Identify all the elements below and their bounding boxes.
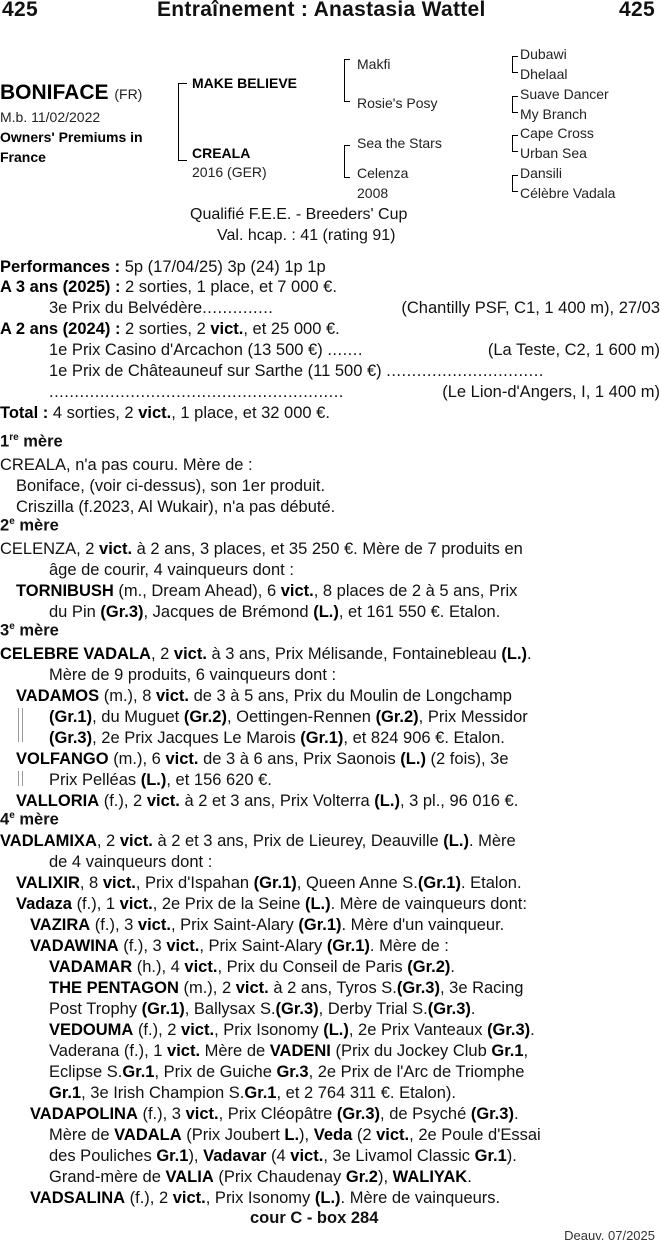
g3-3: Suave Dancer <box>520 86 609 102</box>
m3-line-4: (Gr.1), du Muguet (Gr.2), Oettingen-Rennen (Gr.2), Prix Messidor <box>49 708 528 726</box>
section-heading-1: 1re mère <box>0 432 63 451</box>
age2-race-2-dots: .......................................................... <box>49 383 344 401</box>
g3-2: Dhelaal <box>520 66 568 82</box>
m3-line-7: Prix Pelléas (L.), et 156 620 €. <box>49 771 272 789</box>
sale-reference: Deauv. 07/2025 <box>564 1228 655 1243</box>
m2-line-1: CELENZA, 2 vict. à 2 ans, 3 places, et 35 250 €. Mère de 7 produits en <box>0 540 523 558</box>
m1-line-3: Criszilla (f.2023, Al Wukair), n'a pas débuté. <box>16 498 336 516</box>
qualif-line-1: Qualifié F.E.E. - Breeders' Cup <box>190 206 408 223</box>
premium-line-2: France <box>0 149 46 165</box>
m3-line-1: CELEBRE VADALA, 2 vict. à 3 ans, Prix Mélisande, Fontainebleau (L.). <box>0 645 532 663</box>
m4-line-13: Gr.1, 3e Irish Champion S.Gr.1, et 2 764 311 €. Etalon). <box>49 1084 456 1102</box>
performances-line: Performances : 5p (17/04/25) 3p (24) 1p 1p <box>0 258 326 276</box>
box-location: cour C - box 284 <box>250 1209 379 1227</box>
g3-4: My Branch <box>520 106 587 122</box>
g3-1: Dubawi <box>520 46 567 62</box>
premium-line-1: Owners' Premiums in <box>0 129 143 145</box>
m4-line-1: VADLAMIXA, 2 vict. à 2 et 3 ans, Prix de Lieurey, Deauville (L.). Mère <box>0 832 516 850</box>
dam-sire: Sea the Stars <box>357 135 442 151</box>
m3-line-6: VOLFANGO (m.), 6 vict. de 3 à 6 ans, Prix Saonois (L.) (2 fois), 3e <box>16 750 509 768</box>
m4-line-17: Grand-mère de VALIA (Prix Chaudenay Gr.2), WALIYAK. <box>49 1168 472 1186</box>
section-heading-4: 4e mère <box>0 810 59 829</box>
lot-number-left: 425 <box>2 0 38 21</box>
horse-origin: (FR) <box>114 86 143 102</box>
m3-line-5: (Gr.3), 2e Prix Jacques Le Marois (Gr.1), et 824 906 €. Etalon. <box>49 729 505 747</box>
total-line: Total : 4 sorties, 2 vict., 1 place, et 32 000 €. <box>0 404 330 422</box>
m4-line-12: Eclipse S.Gr.1, Prix de Guiche Gr.3, 2e Prix de l'Arc de Triomphe <box>49 1063 525 1081</box>
g3-6: Urban Sea <box>520 145 587 161</box>
dam-name: CREALA <box>192 145 251 161</box>
age3-race: 3e Prix du Belvédère.............. <box>49 299 274 317</box>
section-heading-3: 3e mère <box>0 621 59 640</box>
age2-race-2: 1e Prix de Châteauneuf sur Sarthe (11 500 €) ............................... <box>49 362 544 380</box>
m4-line-3: VALIXIR, 8 vict., Prix d'Ispahan (Gr.1), Queen Anne S.(Gr.1). Etalon. <box>16 874 522 892</box>
sire-name: MAKE BELIEVE <box>192 75 298 91</box>
m4-line-2: de 4 vainqueurs dont : <box>49 853 213 871</box>
dam-dam-year: 2008 <box>357 185 389 201</box>
qualif-line-2: Val. hcap. : 41 (rating 91) <box>217 227 396 244</box>
section-heading-2: 2e mère <box>0 516 59 535</box>
m4-line-8: THE PENTAGON (m.), 2 vict. à 2 ans, Tyros S.(Gr.3), 3e Racing <box>49 979 524 997</box>
lot-number-right: 425 <box>619 0 655 21</box>
m1-line-2: Boniface, (voir ci-dessus), son 1er produit. <box>16 477 326 495</box>
horse-name <box>0 81 142 105</box>
age3-race-info: (Chantilly PSF, C1, 1 400 m), 27/03 <box>401 299 660 317</box>
m4-line-15: Mère de VADALA (Prix Joubert L.), Veda (2 vict., 2e Poule d'Essai <box>49 1126 541 1144</box>
m4-line-16: des Pouliches Gr.1), Vadavar (4 vict., 3e Livamol Classic Gr.1). <box>49 1147 517 1165</box>
m4-line-7: VADAMAR (h.), 4 vict., Prix du Conseil de Paris (Gr.2). <box>49 958 455 976</box>
g3-7: Dansili <box>520 165 563 181</box>
dam-info: 2016 (GER) <box>192 164 267 180</box>
m4-line-18: VADSALINA (f.), 2 vict., Prix Isonomy (L.). Mère de vainqueurs. <box>30 1189 501 1207</box>
page-title: Entraînement : Anastasia Wattel <box>157 0 486 21</box>
age2-race-1: 1e Prix Casino d'Arcachon (13 500 €) ....... <box>49 341 363 359</box>
m4-line-5: VAZIRA (f.), 3 vict., Prix Saint-Alary (Gr.1). Mère d'un vainqueur. <box>30 916 505 934</box>
age2-line: A 2 ans (2024) : 2 sorties, 2 vict., et 25 000 €. <box>0 320 340 338</box>
m4-line-11: Vaderana (f.), 1 vict. Mère de VADENI (Prix du Jockey Club Gr.1, <box>49 1042 529 1060</box>
m3-line-8: VALLORIA (f.), 2 vict. à 2 et 3 ans, Prix Volterra (L.), 3 pl., 96 016 €. <box>16 792 519 810</box>
horse-info: M.b. 11/02/2022 <box>0 109 101 125</box>
dam-dam: Celenza <box>357 165 409 181</box>
age2-race-1-info: (La Teste, C2, 1 600 m) <box>487 341 660 359</box>
g3-8: Célèbre Vadala <box>520 185 616 201</box>
m4-line-4: Vadaza (f.), 1 vict., 2e Prix de la Seine (L.). Mère de vainqueurs dont: <box>16 895 527 913</box>
sire-sire: Makfi <box>357 56 391 72</box>
m4-line-14: VADAPOLINA (f.), 3 vict., Prix Cléopâtre (Gr.3), de Psyché (Gr.3). <box>30 1105 519 1123</box>
m2-line-4: du Pin (Gr.3), Jacques de Brémond (L.), et 161 550 €. Etalon. <box>49 603 501 621</box>
age2-race-2-info: (Le Lion-d'Angers, I, 1 400 m) <box>439 382 660 403</box>
sire-dam: Rosie's Posy <box>357 95 438 111</box>
m1-line-1: CREALA, n'a pas couru. Mère de : <box>0 456 253 474</box>
m2-line-2: âge de courir, 4 vainqueurs dont : <box>49 561 294 579</box>
horse-name-text: BONIFACE <box>0 81 109 104</box>
m4-line-9: Post Trophy (Gr.1), Ballysax S.(Gr.3), Derby Trial S.(Gr.3). <box>49 1000 476 1018</box>
m2-line-3: TORNIBUSH (m., Dream Ahead), 6 vict., 8 places de 2 à 5 ans, Prix <box>16 582 518 600</box>
m4-line-10: VEDOUMA (f.), 2 vict., Prix Isonomy (L.), 2e Prix Vanteaux (Gr.3). <box>49 1021 535 1039</box>
m3-line-2: Mère de 9 produits, 6 vainqueurs dont : <box>49 666 337 684</box>
m3-line-3: VADAMOS (m.), 8 vict. de 3 à 5 ans, Prix du Moulin de Longchamp <box>16 687 512 705</box>
m4-line-6: VADAWINA (f.), 3 vict., Prix Saint-Alary (Gr.1). Mère de : <box>30 937 449 955</box>
age3-line: A 3 ans (2025) : 2 sorties, 1 place, et 7 000 €. <box>0 278 337 296</box>
g3-5: Cape Cross <box>520 125 594 141</box>
